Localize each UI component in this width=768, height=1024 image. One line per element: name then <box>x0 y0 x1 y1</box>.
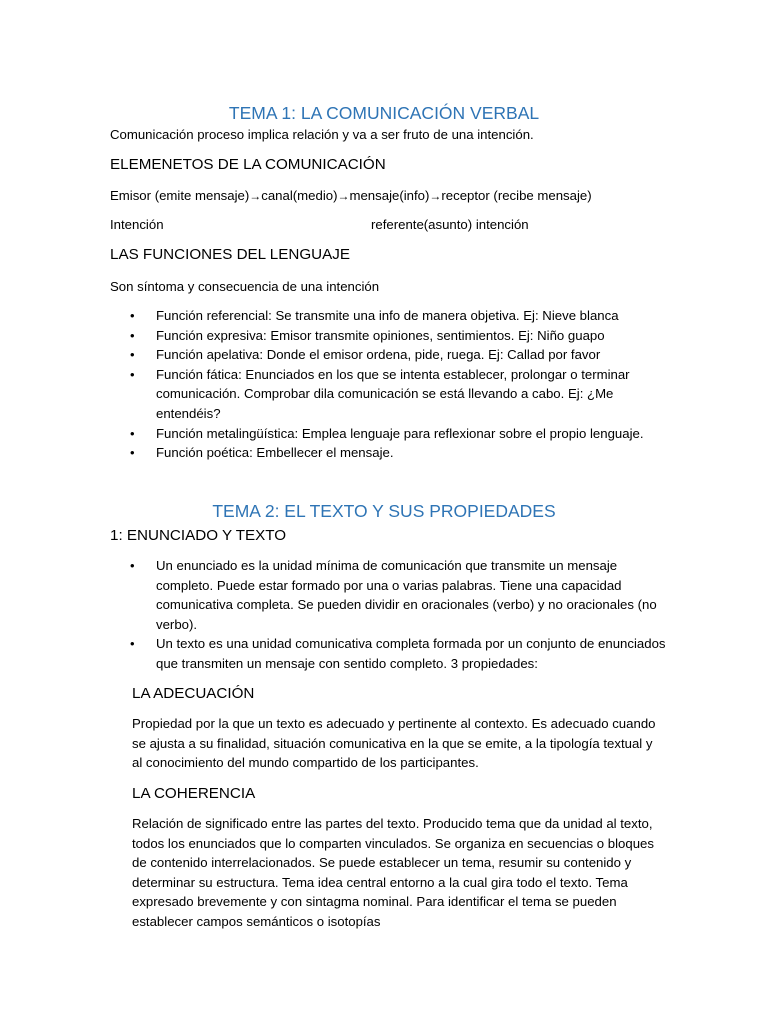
bullet-icon: • <box>130 366 135 382</box>
coherencia-paragraph: Relación de significado entre las partes del texto. Producido tema que da unidad al texto, todos los enunciados que lo comparten vinculados. Se organiza en secuencias o bloques de contenido interrelacionados. Se puede establecer un tema, resumir su contenido y determinar su estructura. Tema idea central entorno a la cual gira todo el texto. Tema expresado brevemente y con sintagma nominal. Para identificar el tema se pueden establecer campos semánticos o isotopías <box>132 816 654 929</box>
bullet-icon: • <box>130 327 135 343</box>
bullet-icon: • <box>130 558 135 573</box>
funciones-heading: LAS FUNCIONES DEL LENGUAJE <box>110 246 350 263</box>
tema2-title: TEMA 2: EL TEXTO Y SUS PROPIEDADES <box>212 501 556 521</box>
chain-receptor: receptor (recibe mensaje) <box>441 188 592 203</box>
bullet-icon: • <box>130 636 135 652</box>
arrow-icon: → <box>429 189 442 203</box>
communication-chain <box>110 186 592 207</box>
funciones-list <box>110 306 670 463</box>
list-item: • Función referencial: Se transmite una info de manera objetiva. Ej: Nieve blanca <box>110 306 670 326</box>
chain-mensaje: mensaje(info) <box>349 188 430 203</box>
list-item: • Función apelativa: Donde el emisor ordena, pide, ruega. Ej: Callad por favor <box>110 345 670 365</box>
enunciado-texto-list <box>110 556 670 674</box>
arrow-icon: → <box>249 189 262 203</box>
arrow-icon: → <box>337 189 350 203</box>
list-item: • Un enunciado es la unidad mínima de comunicación que transmite un mensaje completo. Puede estar formado por una o varias palabras. Tiene una capacidad comunicativa completa. Se pueden dividir en oracionales (verbo) y no oracionales (no verbo). <box>130 558 657 632</box>
chain-row2-left: Intención <box>110 217 164 232</box>
bullet-icon: • <box>130 445 135 461</box>
list-item: • Función poética: Embellecer el mensaje. <box>110 443 670 463</box>
bullet-icon: • <box>130 347 135 363</box>
tema1-intro: Comunicación proceso implica relación y va a ser fruto de una intención. <box>110 127 534 142</box>
section1-heading: 1: ENUNCIADO Y TEXTO <box>110 527 287 544</box>
elementos-heading: ELEMENETOS DE LA COMUNICACIÓN <box>110 156 386 173</box>
chain-emisor: Emisor (emite mensaje) <box>110 188 250 203</box>
list-item: • Función fática: Enunciados en los que se intenta establecer, prolongar o terminar comunicación. Comprobar dila comunicación se está llevando a cabo. Ej: ¿Me entendéis? <box>130 366 630 421</box>
adecuacion-heading: LA ADECUACIÓN <box>132 685 255 702</box>
adecuacion-paragraph: Propiedad por la que un texto es adecuado y pertinente al contexto. Es adecuado cuando se ajusta a su finalidad, situación comunicativa en la que se emite, a la tipología textual y al conocimiento del mundo compartido de los participantes. <box>132 716 656 771</box>
funciones-intro: Son síntoma y consecuencia de una intención <box>110 279 380 294</box>
bullet-icon: • <box>130 308 135 323</box>
coherencia-heading: LA COHERENCIA <box>132 785 256 802</box>
chain-row2-right: referente(asunto) intención <box>371 217 529 232</box>
chain-canal: canal(medio) <box>261 188 338 203</box>
list-item: • Función expresiva: Emisor transmite opiniones, sentimientos. Ej: Niño guapo <box>110 326 670 346</box>
list-item: • Un texto es una unidad comunicativa completa formada por un conjunto de enunciados que transmiten un mensaje con sentido completo. 3 propiedades: <box>130 636 666 671</box>
tema1-title: TEMA 1: LA COMUNICACIÓN VERBAL <box>228 103 540 123</box>
list-item: • Función metalingüística: Emplea lenguaje para reflexionar sobre el propio lenguaje. <box>110 424 670 444</box>
bullet-icon: • <box>130 425 135 441</box>
